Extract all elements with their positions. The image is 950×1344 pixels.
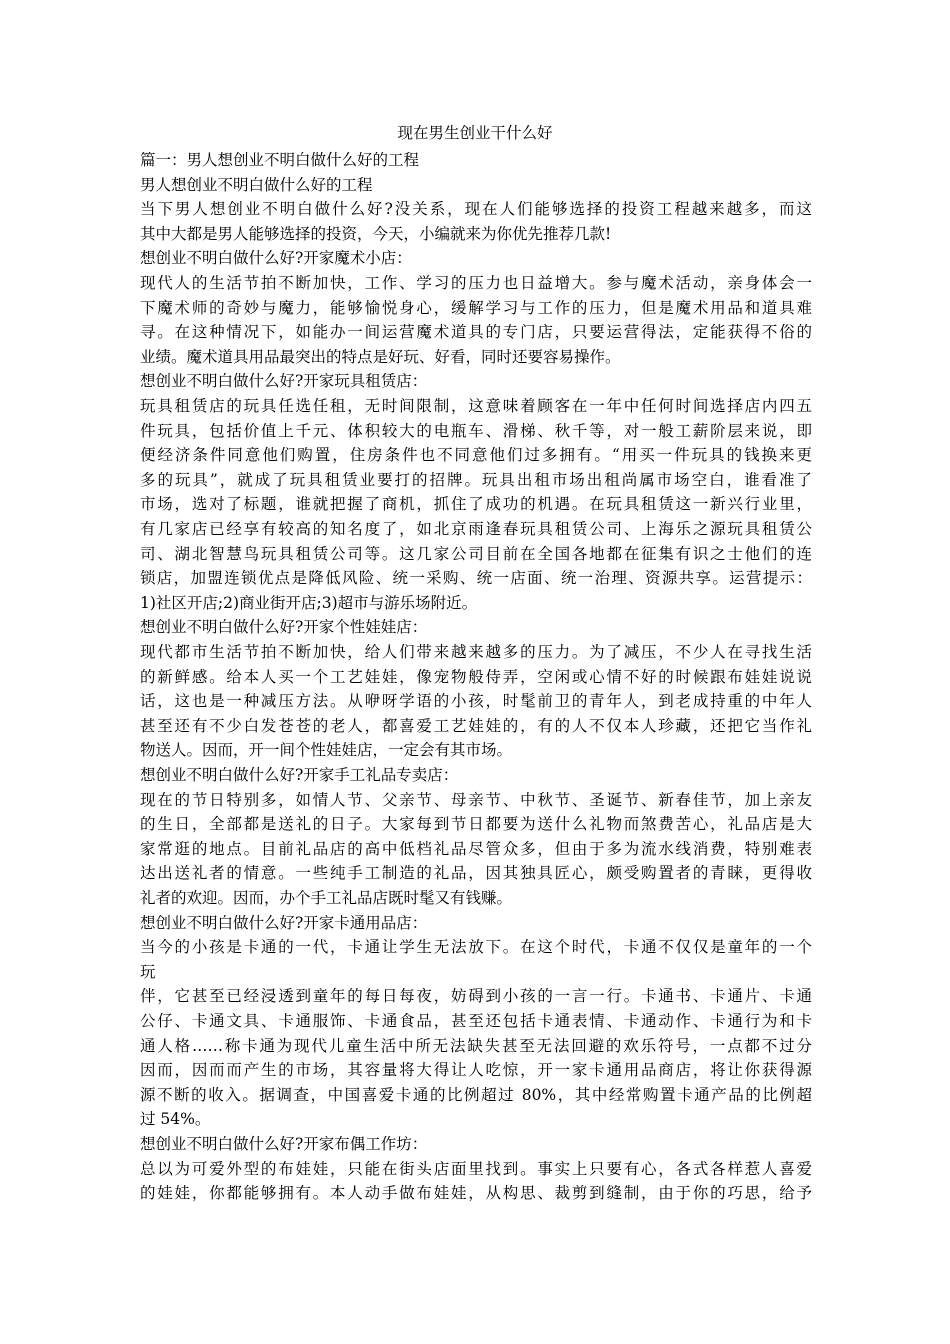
text-line: 因而，因而而产生的市场，其容量将大得让人吃惊，开一家卡通用品商店，将让你获得源 [140, 1061, 812, 1080]
text-line: 的娃娃，你都能够拥有。本人动手做布娃娃，从构思、裁剪到缝制，由于你的巧思，给予 [140, 1184, 812, 1203]
text-line: 男人想创业不明白做什么好的工程 [140, 175, 373, 194]
text-line: 的新鲜感。给本人买一个工艺娃娃，像宠物般侍弄，空闲或心情不好的时候跟布娃娃说说 [140, 667, 812, 686]
text-line: 篇一：男人想创业不明白做什么好的工程 [140, 151, 420, 169]
text-line: 过 54%。 [140, 1110, 211, 1129]
text-line: 源不断的收入。据调查，中国喜爱卡通的比例超过 80%，其中经常购置卡通产品的比例超 [140, 1085, 812, 1104]
text-line: 当今的小孩是卡通的一代，卡通让学生无法放下。在这个时代，卡通不仅仅是童年的一个 [140, 938, 812, 957]
text-line: 通人格……称卡通为现代儿童生活中所无法缺失甚至无法回避的欢乐符号，一点都不过分 [140, 1036, 812, 1055]
text-line: 司、湖北智慧鸟玩具租赁公司等。这几家公司目前在全国各地都在征集有识之士他们的连 [140, 544, 812, 563]
text-line: 有几家店已经享有较高的知名度了，如北京雨逢春玩具租赁公司、上海乐之源玩具租赁公 [140, 520, 812, 538]
text-line: 达出送礼者的情意。一些纯手工制造的礼品，因其独具匠心，颇受购置者的青睐，更得收 [140, 864, 812, 883]
text-line: 物送人。因而，开一间个性娃娃店，一定会有其市场。 [140, 741, 513, 760]
text-line: 业绩。魔术道具用品最突出的特点是好玩、好看，同时还要容易操作。 [140, 347, 621, 366]
text-line: 总以为可爱外型的布娃娃，只能在街头店面里找到。事实上只要有心，各式各样惹人喜爱 [140, 1159, 812, 1178]
text-line: 家常逛的地点。目前礼品店的高中低档礼品尽管众多，但由于多为流水线消费，特别难表 [140, 839, 812, 858]
text-line: 现代都市生活节拍不断加快，给人们带来越来越多的压力。为了减压，不少人在寻找生活 [140, 643, 812, 661]
text-line: 玩具租赁店的玩具任选任租，无时间限制，这意味着顾客在一年中任何时间选择店内四五 [140, 397, 812, 415]
text-line: 的生日，全部都是送礼的日子。大家每到节日都要为送什么礼物而煞费苦心，礼品店是大 [140, 815, 812, 834]
text-line: 其中大都是男人能够选择的投资，今天，小编就来为你优先推荐几款! [140, 224, 612, 243]
text-line: 市场，选对了标题，谁就把握了商机，抓住了成功的机遇。在玩具租赁这一新兴行业里， [140, 495, 812, 514]
text-line: 多的玩具”，就成了玩具租赁业要打的招牌。玩具出租市场出租尚属市场空白，谁看准了 [140, 470, 812, 489]
text-line: 话，这也是一种减压方法。从咿呀学语的小孩，时髦前卫的青年人，到老成持重的中年人 [140, 692, 812, 711]
text-line: 现代人的生活节拍不断加快，工作、学习的压力也日益增大。参与魔术活动，亲身体会一 [140, 274, 812, 292]
text-line: 想创业不明白做什么好?开家魔术小店： [140, 249, 412, 268]
text-line: 便经济条件同意他们购置，住房条件也不同意他们过多拥有。“用买一件玩具的钱换来更 [140, 446, 812, 465]
document-title: 现在男生创业干什么好 [397, 124, 553, 142]
text-line: 锁店，加盟连锁优点是降低风险、统一采购、统一店面、统一治理、资源共享。运营提示： [140, 569, 812, 588]
text-line: 下魔术师的奇妙与魔力，能够愉悦身心，缓解学习与工作的压力，但是魔术用品和道具难 [140, 298, 812, 317]
text-line: 当下男人想创业不明白做什么好?没关系，现在人们能够选择的投资工程越来越多，而这 [140, 200, 812, 219]
text-line: 玩 [140, 962, 156, 981]
text-line: 礼者的欢迎。因而，办个手工礼品店既时髦又有钱赚。 [140, 889, 513, 907]
text-line: 想创业不明白做什么好?开家布偶工作坊： [140, 1135, 428, 1153]
text-line: 想创业不明白做什么好?开家个性娃娃店： [140, 618, 428, 637]
text-line: 想创业不明白做什么好?开家卡通用品店： [140, 913, 428, 932]
text-line: 想创业不明白做什么好?开家玩具租赁店： [140, 372, 428, 391]
text-line: 寻。在这种情况下，如能办一间运营魔术道具的专门店，只要运营得法，定能获得不俗的 [140, 323, 812, 342]
text-line: 伴，它甚至已经浸透到童年的每日每夜，妨碍到小孩的一言一行。卡通书、卡通片、卡通 [140, 987, 812, 1006]
text-line: 1)社区开店;2)商业街开店;3)超市与游乐场附近。 [140, 593, 478, 612]
text-line: 甚至还有不少白发苍苍的老人，都喜爱工艺娃娃的，有的人不仅本人珍藏，还把它当作礼 [140, 716, 812, 735]
text-line: 公仔、卡通文具、卡通服饰、卡通食品，甚至还包括卡通表情、卡通动作、卡通行为和卡 [140, 1012, 812, 1030]
text-line: 件玩具，包括价值上千元、体积较大的电瓶车、滑梯、秋千等，对一般工薪阶层来说，即 [140, 421, 812, 440]
text-line: 想创业不明白做什么好?开家手工礼品专卖店： [140, 766, 459, 784]
text-line: 现在的节日特别多，如情人节、父亲节、母亲节、中秋节、圣诞节、新春佳节，加上亲友 [140, 790, 812, 809]
